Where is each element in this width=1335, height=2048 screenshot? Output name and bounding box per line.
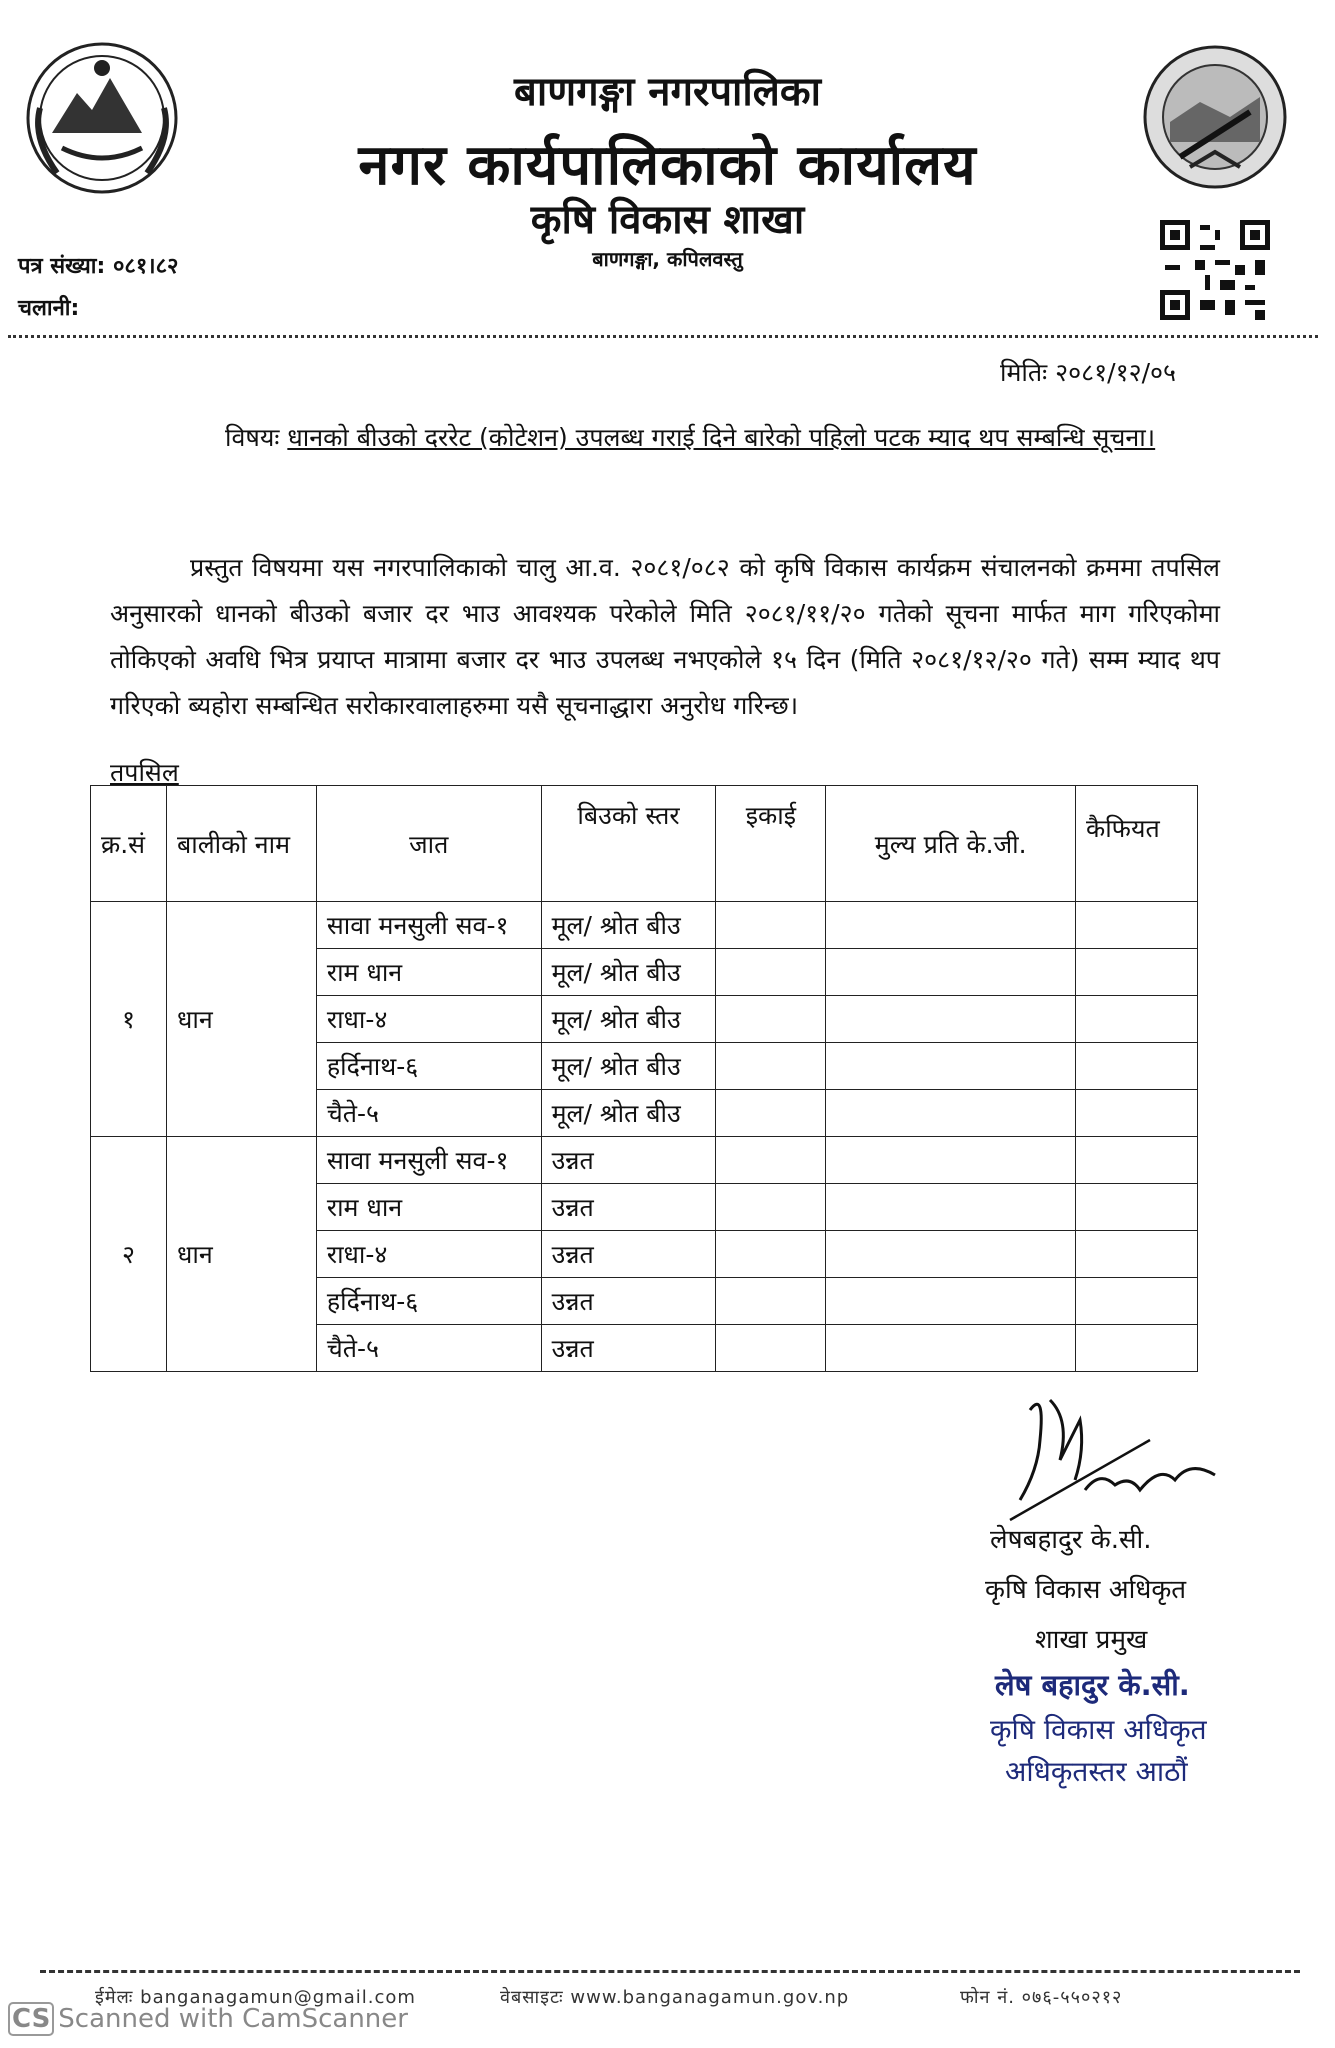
cell-variety: सावा मनसुली सव-१ [316, 1137, 541, 1184]
signatory-name: लेषबहादुर के.सी. [990, 1525, 1152, 1555]
cell-crop: धान [166, 1137, 316, 1372]
cell-seed-grade: उन्नत [541, 1184, 716, 1231]
cell-price [826, 1231, 1076, 1278]
signatory-title: कृषि विकास अधिकृत [985, 1575, 1187, 1605]
seed-price-table [90, 785, 1198, 1372]
signatory-role: शाखा प्रमुख [1035, 1625, 1148, 1655]
cell-price [826, 1278, 1076, 1325]
cell-seed-grade: मूल/ श्रोत बीउ [541, 949, 716, 996]
cell-unit [716, 1231, 826, 1278]
cell-seed-grade: मूल/ श्रोत बीउ [541, 996, 716, 1043]
office-address: बाणगङ्गा, कपिलवस्तु [592, 247, 743, 271]
cell-remarks [1076, 1043, 1198, 1090]
table-header-row [91, 786, 1198, 902]
col-header-sn: क्र.सं [91, 786, 167, 902]
cell-price [826, 1090, 1076, 1137]
footer-website: वेबसाइटः www.banganagamun.gov.np [500, 1987, 850, 2008]
cell-remarks [1076, 1231, 1198, 1278]
cell-unit [716, 1278, 826, 1325]
cell-seed-grade: मूल/ श्रोत बीउ [541, 1043, 716, 1090]
footer-phone: फोन नं. ०७६-५५०२१२ [960, 1987, 1123, 2008]
cell-variety: चैते-५ [316, 1090, 541, 1137]
cell-remarks [1076, 1184, 1198, 1231]
handwritten-signature [990, 1380, 1230, 1540]
cell-price [826, 1325, 1076, 1372]
cell-sn: २ [91, 1137, 167, 1372]
cell-variety: राधा-४ [316, 1231, 541, 1278]
subject-text: धानको बीउको दररेट (कोटेशन) उपलब्ध गराई दिने बारेको पहिलो पटक म्याद थप सम्बन्धि सूचना। [287, 423, 1156, 452]
stamp-title: कृषि विकास अधिकृत [990, 1713, 1207, 1746]
cell-sn: १ [91, 902, 167, 1137]
cell-variety: हर्दिनाथ-६ [316, 1043, 541, 1090]
cell-crop: धान [166, 902, 316, 1137]
stamp-level: अधिकृतस्तर आठौं [1005, 1755, 1188, 1788]
col-header-seed-grade: बिउको स्तर [541, 786, 716, 902]
table-row [91, 902, 1198, 949]
cell-seed-grade: मूल/ श्रोत बीउ [541, 902, 716, 949]
office-name: नगर कार्यपालिकाको कार्यालय [358, 133, 977, 198]
header-divider [8, 335, 1318, 338]
camscanner-icon: CS [8, 2002, 54, 2036]
cell-price [826, 1043, 1076, 1090]
cell-unit [716, 1325, 826, 1372]
cell-seed-grade: उन्नत [541, 1278, 716, 1325]
cell-variety: राधा-४ [316, 996, 541, 1043]
cell-remarks [1076, 1090, 1198, 1137]
cell-variety: चैते-५ [316, 1325, 541, 1372]
cell-unit [716, 902, 826, 949]
cell-variety: सावा मनसुली सव-१ [316, 902, 541, 949]
cell-price [826, 996, 1076, 1043]
dispatch-number-label: चलानी: [18, 296, 80, 321]
col-header-variety: जात [316, 786, 541, 902]
cell-seed-grade: उन्नत [541, 1325, 716, 1372]
footer-email: ईमेलः banganagamun@gmail.com [95, 1987, 416, 2008]
branch-name: कृषि विकास शाखा [530, 197, 805, 243]
cell-unit [716, 1137, 826, 1184]
table-title: तपसिल [110, 758, 179, 787]
cell-remarks [1076, 902, 1198, 949]
col-header-unit: इकाई [716, 786, 826, 902]
cell-seed-grade: उन्नत [541, 1137, 716, 1184]
cell-seed-grade: मूल/ श्रोत बीउ [541, 1090, 716, 1137]
cell-unit [716, 949, 826, 996]
cell-remarks [1076, 1137, 1198, 1184]
cell-remarks [1076, 1278, 1198, 1325]
cell-remarks [1076, 996, 1198, 1043]
watermark-text: Scanned with CamScanner [58, 2004, 408, 2034]
cell-unit [716, 1184, 826, 1231]
document-date: मितिः २०८१/१२/०५ [1000, 358, 1176, 387]
cell-variety: राम धान [316, 1184, 541, 1231]
scanner-watermark [8, 2002, 408, 2036]
cell-remarks [1076, 1325, 1198, 1372]
cell-variety: राम धान [316, 949, 541, 996]
cell-variety: हर्दिनाथ-६ [316, 1278, 541, 1325]
footer-divider [40, 1970, 1300, 1973]
cell-unit [716, 996, 826, 1043]
stamp-name: लेष बहादुर के.सी. [995, 1668, 1190, 1702]
col-header-crop: बालीको नाम [166, 786, 316, 902]
cell-unit [716, 1090, 826, 1137]
cell-seed-grade: उन्नत [541, 1231, 716, 1278]
cell-price [826, 902, 1076, 949]
col-header-price: मुल्य प्रति के.जी. [826, 786, 1076, 902]
body-paragraph: प्रस्तुत विषयमा यस नगरपालिकाको चालु आ.व. २०८१/०८२ को कृषि विकास कार्यक्रम संचालनको क्रममा तपसिल अनुसारको धानको बीउको बजार दर भाउ आवश्यक परेकोले मिति २०८१/११/२० गतेको सूचना मार्फत माग गरिएकोमा तोकिएको अवधि भित्र प्रयाप्त मात्रामा बजार दर भाउ उपलब्ध नभएकोले १५ दिन (मिति २०८१/१२/२० गते) सम्म म्याद थप गरिएको ब्यहोरा सम्बन्धित सरोकारवालाहरुमा यसै सूचनाद्धारा अनुरोध गरिन्छ। [110, 553, 1220, 720]
subject-line [225, 420, 1155, 454]
table-row [91, 1137, 1198, 1184]
letter-number: पत्र संख्या: ०८१।८२ [18, 254, 179, 279]
subject-label: विषयः [225, 423, 280, 452]
cell-price [826, 1184, 1076, 1231]
cell-remarks [1076, 949, 1198, 996]
cell-price [826, 1137, 1076, 1184]
cell-unit [716, 1043, 826, 1090]
cell-price [826, 949, 1076, 996]
col-header-remarks: कैफियत [1076, 786, 1198, 902]
municipality-name: बाणगङ्गा नगरपालिका [514, 69, 821, 115]
